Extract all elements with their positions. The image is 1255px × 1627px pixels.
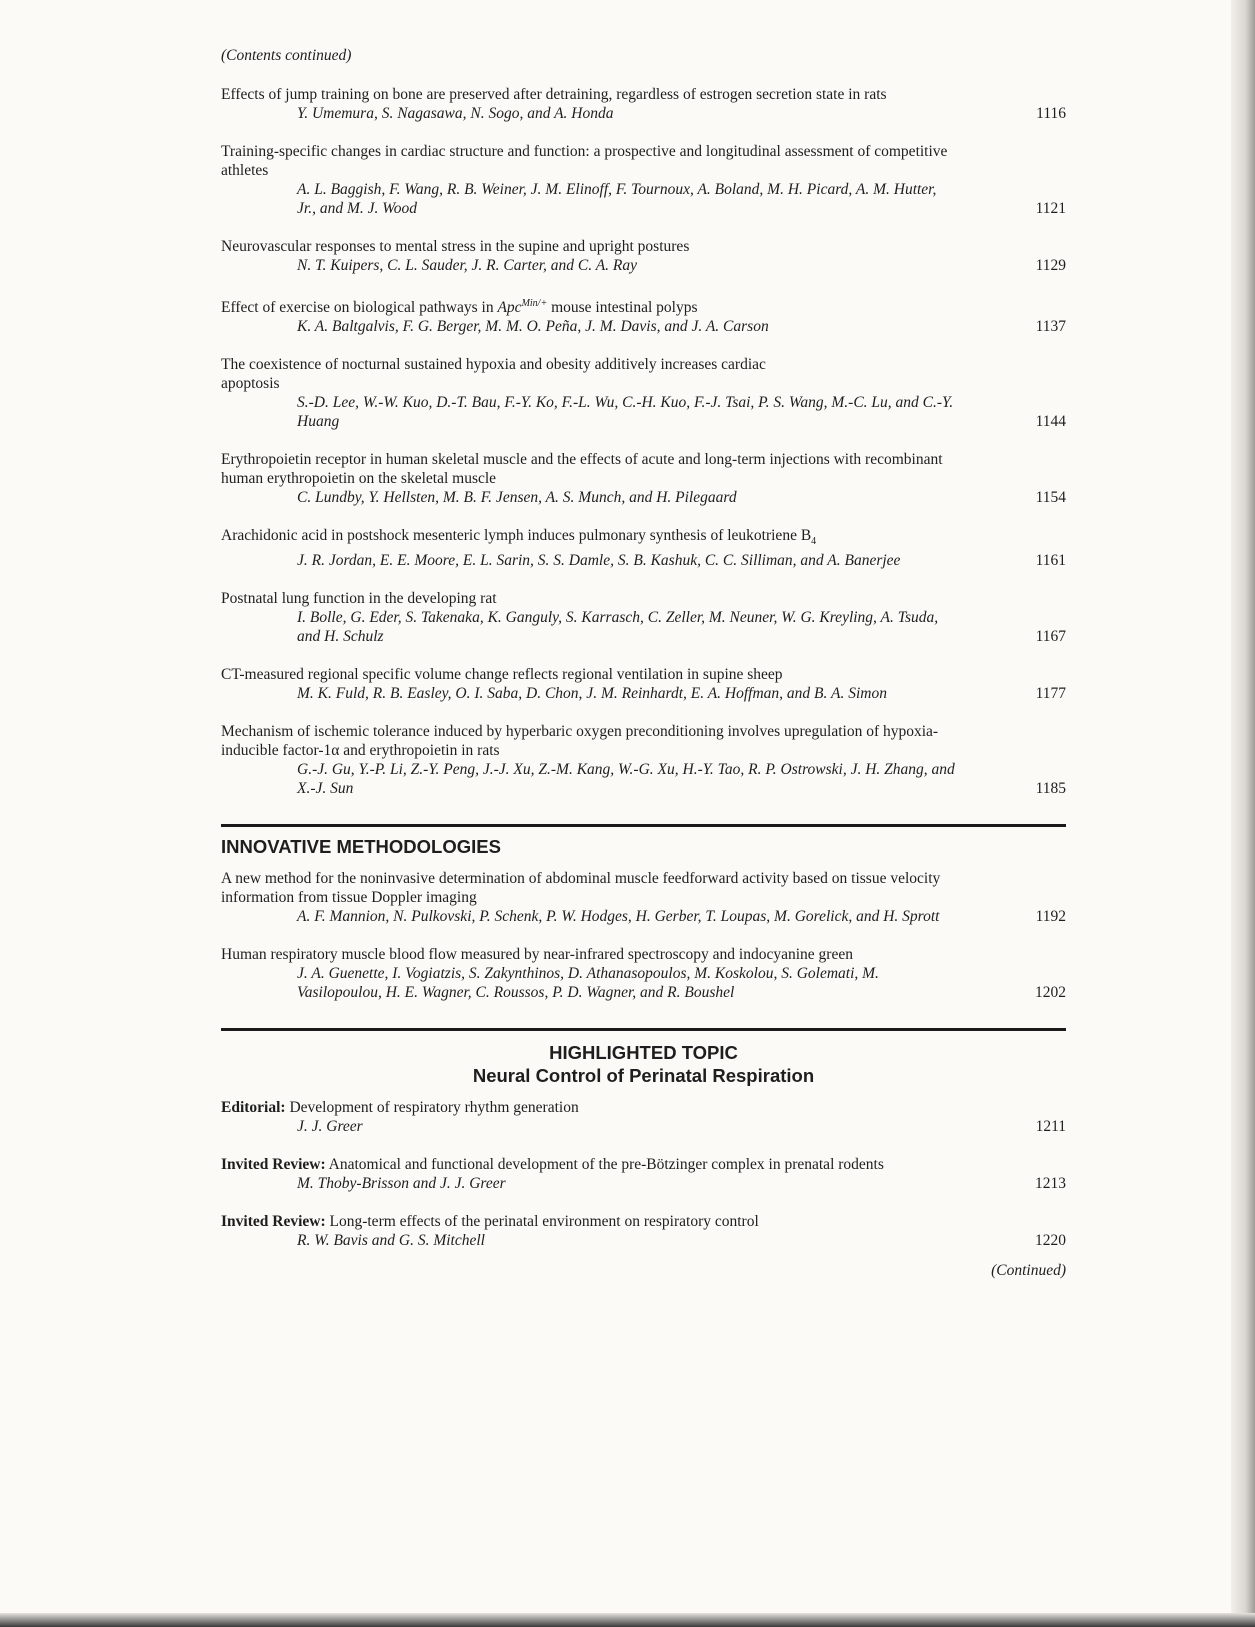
page-number: 1144 [1035, 413, 1066, 431]
contents-continued-header: (Contents continued) [221, 47, 352, 64]
contents-page [221, 46, 1066, 1280]
page-number: 1129 [1035, 257, 1066, 274]
toc-entry [221, 589, 1066, 646]
toc-entry [221, 294, 1066, 336]
article-authors: M. K. Fuld, R. B. Easley, O. I. Saba, D. Chon, J. M. Reinhardt, E. A. Hoffman, and B. A. Simon [297, 685, 887, 703]
page-number: 1137 [1035, 318, 1066, 336]
highlighted-topic-title: Neural Control of Perinatal Respiration [472, 1065, 815, 1087]
article-authors: Y. Umemura, S. Nagasawa, N. Sogo, and A. Honda [297, 105, 614, 122]
section-divider [221, 1028, 1066, 1031]
page-number: 1121 [1035, 200, 1066, 217]
article-authors: J. J. Greer [297, 1118, 363, 1136]
page-number: 1167 [1035, 628, 1066, 646]
subscript: 4 [811, 536, 817, 548]
article-authors: R. W. Bavis and G. S. Mitchell [297, 1232, 485, 1250]
page-number: 1177 [1035, 685, 1066, 703]
article-title: Mechanism of ischemic tolerance induced by hyperbaric oxygen preconditioning involves upregulation of hypoxia-inducible factor-1α and erythropoietin in rats [221, 723, 939, 760]
article-title: The coexistence of nocturnal sustained hypoxia and obesity additively increases cardiac apoptosis [221, 356, 766, 393]
article-authors: I. Bolle, G. Eder, S. Takenaka, K. Ganguly, S. Karrasch, C. Zeller, M. Neuner, W. G. Kreyling, A. Tsuda, and H. Schulz [297, 609, 939, 646]
toc-entry [221, 1212, 1066, 1250]
article-authors: N. T. Kuipers, C. L. Sauder, J. R. Carter, and C. A. Ray [297, 257, 638, 274]
toc-entry [221, 945, 1066, 1002]
article-title: Erythropoietin receptor in human skeletal muscle and the effects of acute and long-term injections with recombinant human erythropoietin on the skeletal muscle [221, 451, 943, 488]
gene-symbol: Apc [497, 299, 522, 317]
toc-entry [221, 450, 1066, 507]
article-authors: S.-D. Lee, W.-W. Kuo, D.-T. Bau, F.-Y. Ko, F.-L. Wu, C.-H. Kuo, F.-J. Tsai, P. S. Wang, M.-C. Lu, and C.-Y. Huang [297, 394, 954, 431]
toc-entry [221, 85, 1066, 123]
article-title: CT-measured regional specific volume change reflects regional ventilation in supine sheep [221, 666, 783, 684]
page-number: 1202 [1035, 984, 1066, 1002]
page-number: 1220 [1035, 1232, 1066, 1250]
article-authors: G.-J. Gu, Y.-P. Li, Z.-Y. Peng, J.-J. Xu, Z.-M. Kang, W.-G. Xu, H.-Y. Tao, R. P. Ostrowski, J. H. Zhang, and X.-J. Sun [297, 761, 955, 798]
page-number: 1161 [1035, 552, 1066, 570]
article-title: Effects of jump training on bone are preserved after detraining, regardless of estrogen secretion state in rats [221, 86, 887, 103]
contents-continued-footer: (Continued) [991, 1262, 1066, 1280]
section-heading-innovative: INNOVATIVE METHODOLOGIES [221, 836, 501, 858]
toc-entry [221, 1098, 1066, 1136]
gene-superscript: Min/+ [521, 298, 548, 309]
article-title: Neurovascular responses to mental stress in the supine and upright postures [221, 238, 690, 255]
page-number: 1154 [1035, 489, 1066, 507]
article-title: A new method for the noninvasive determination of abdominal muscle feedforward activity based on tissue velocity information from tissue Doppler imaging [221, 870, 941, 907]
article-title [221, 1155, 1066, 1174]
entry-type-label: Editorial: [221, 1099, 286, 1117]
page-number: 1185 [1035, 780, 1066, 798]
page-edge-shadow [1231, 0, 1255, 1627]
toc-entry [221, 142, 1066, 218]
section-divider [221, 824, 1066, 827]
title-text: mouse intestinal polyps [547, 299, 698, 317]
article-title [221, 294, 1066, 317]
article-authors: M. Thoby-Brisson and J. J. Greer [297, 1175, 506, 1193]
page-number: 1192 [1035, 908, 1066, 926]
article-authors: A. F. Mannion, N. Pulkovski, P. Schenk, P. W. Hodges, H. Gerber, T. Loupas, M. Gorelick, and H. Sprott [297, 908, 940, 926]
toc-entry [221, 722, 1066, 798]
title-text: Long-term effects of the perinatal environment on respiratory control [325, 1213, 759, 1231]
toc-entry [221, 869, 1066, 926]
article-title: Human respiratory muscle blood flow measured by near-infrared spectroscopy and indocyanine green [221, 946, 853, 964]
toc-entry [221, 355, 1066, 431]
page-number: 1213 [1035, 1175, 1066, 1193]
bottom-edge-shadow [0, 1613, 1255, 1627]
toc-entry [221, 526, 1066, 570]
toc-entry [221, 665, 1066, 703]
highlighted-topic-label: HIGHLIGHTED TOPIC [549, 1042, 738, 1064]
article-title [221, 526, 1066, 551]
article-title: Postnatal lung function in the developing rat [221, 590, 497, 608]
article-title: Training-specific changes in cardiac structure and function: a prospective and longitudinal assessment of competitive athletes [221, 143, 948, 179]
article-title [221, 1098, 1066, 1117]
title-text: Arachidonic acid in postshock mesenteric lymph induces pulmonary synthesis of leukotriene B [221, 527, 812, 545]
article-title [221, 1212, 1066, 1231]
entry-type-label: Invited Review: [221, 1213, 326, 1231]
page-number: 1116 [1036, 105, 1066, 122]
title-text: Development of respiratory rhythm generation [285, 1099, 579, 1117]
article-authors: C. Lundby, Y. Hellsten, M. B. F. Jensen, A. S. Munch, and H. Pilegaard [297, 489, 737, 507]
title-text: Effect of exercise on biological pathways in [221, 299, 498, 317]
title-text: Anatomical and functional development of the pre-Bötzinger complex in prenatal rodents [325, 1156, 884, 1174]
article-authors: J. A. Guenette, I. Vogiatzis, S. Zakynthinos, D. Athanasopoulos, M. Koskolou, S. Golemati, M. Vasilopoulou, H. E. Wagner, C. Roussos, P. D. Wagner, and R. Boushel [297, 965, 879, 1002]
entry-type-label: Invited Review: [221, 1156, 326, 1174]
toc-entry [221, 237, 1066, 275]
toc-entry [221, 1155, 1066, 1193]
page-number: 1211 [1035, 1118, 1066, 1136]
article-authors: K. A. Baltgalvis, F. G. Berger, M. M. O. Peña, J. M. Davis, and J. A. Carson [297, 318, 769, 336]
highlighted-topic-heading [221, 1041, 1066, 1087]
article-authors: A. L. Baggish, F. Wang, R. B. Weiner, J. M. Elinoff, F. Tournoux, A. Boland, M. H. Picard, A. M. Hutter, Jr., and M. J. Wood [297, 181, 937, 217]
article-authors: J. R. Jordan, E. E. Moore, E. L. Sarin, S. S. Damle, S. B. Kashuk, C. C. Silliman, and A. Banerjee [297, 552, 901, 570]
